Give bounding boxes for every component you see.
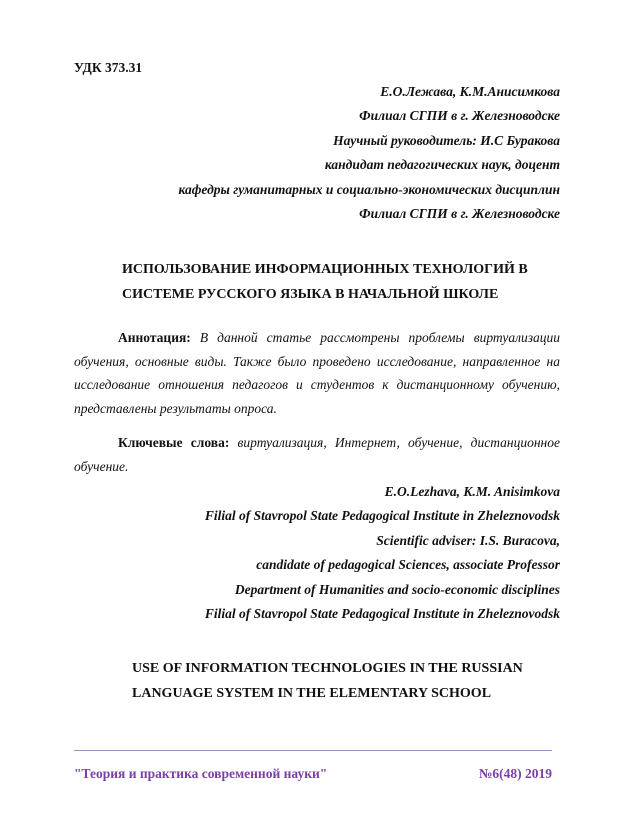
footer-issue-number: №6(48) 2019 <box>478 766 552 781</box>
annotation-label: Аннотация: <box>118 330 191 345</box>
en-supervisor: Scientific adviser: I.S. Buracova, <box>376 532 560 548</box>
ru-author-block <box>179 80 560 226</box>
en-affiliation-2: Filial of Stavropol State Pedagogical Institute in Zheleznovodsk <box>204 606 560 622</box>
ru-affiliation: Филиал СГПИ в г. Железноводске <box>359 108 560 124</box>
keywords-text: виртуализация, Интернет, обучение, дистанционное обучение. <box>74 435 560 474</box>
en-affiliation: Filial of Stavropol State Pedagogical Institute in Zheleznovodsk <box>204 508 560 524</box>
ru-department: кафедры гуманитарных и социально-экономических дисциплин <box>178 181 560 197</box>
ru-affiliation-2: Филиал СГПИ в г. Железноводске <box>359 206 560 222</box>
ru-title-line-2: СИСТЕМЕ РУССКОГО ЯЗЫКА В НАЧАЛЬНОЙ ШКОЛЕ <box>122 286 499 302</box>
en-article-title <box>132 657 523 706</box>
en-title-line-2: LANGUAGE SYSTEM IN THE ELEMENTARY SCHOOL <box>132 685 492 701</box>
ru-title-line-1: ИСПОЛЬЗОВАНИЕ ИНФОРМАЦИОННЫХ ТЕХНОЛОГИЙ В <box>122 262 528 277</box>
footer-journal-name: "Теория и практика современной науки" <box>74 766 328 781</box>
ru-authors-names: Е.О.Лежава, К.М.Анисимкова <box>380 84 560 99</box>
annotation-paragraph <box>74 326 560 420</box>
annotation-text: В данной статье рассмотрены проблемы виртуализации обучения, основные виды. Также было проведено исследование, направленное на исследование отношения педагогов и студентов к дистанционному обучению, представлены результаты опроса. <box>74 330 560 416</box>
keywords-label: Ключевые слова: <box>118 435 230 450</box>
ru-supervisor-degree: кандидат педагогических наук, доцент <box>324 157 560 173</box>
en-author-block <box>205 480 560 626</box>
ru-article-title <box>122 258 528 307</box>
ru-supervisor: Научный руководитель: И.С Буракова <box>333 132 560 148</box>
en-title-line-1: USE OF INFORMATION TECHNOLOGIES IN THE RUSSIAN <box>132 661 523 676</box>
en-department: Department of Humanities and socio-economic disciplines <box>234 581 560 597</box>
footer-divider <box>74 750 552 751</box>
keywords-paragraph <box>74 431 560 478</box>
en-authors-names: E.O.Lezhava, K.M. Anisimkova <box>384 484 560 499</box>
en-supervisor-degree: candidate of pedagogical Sciences, associate Professor <box>256 557 560 573</box>
udk-code: УДК 373.31 <box>74 60 143 75</box>
